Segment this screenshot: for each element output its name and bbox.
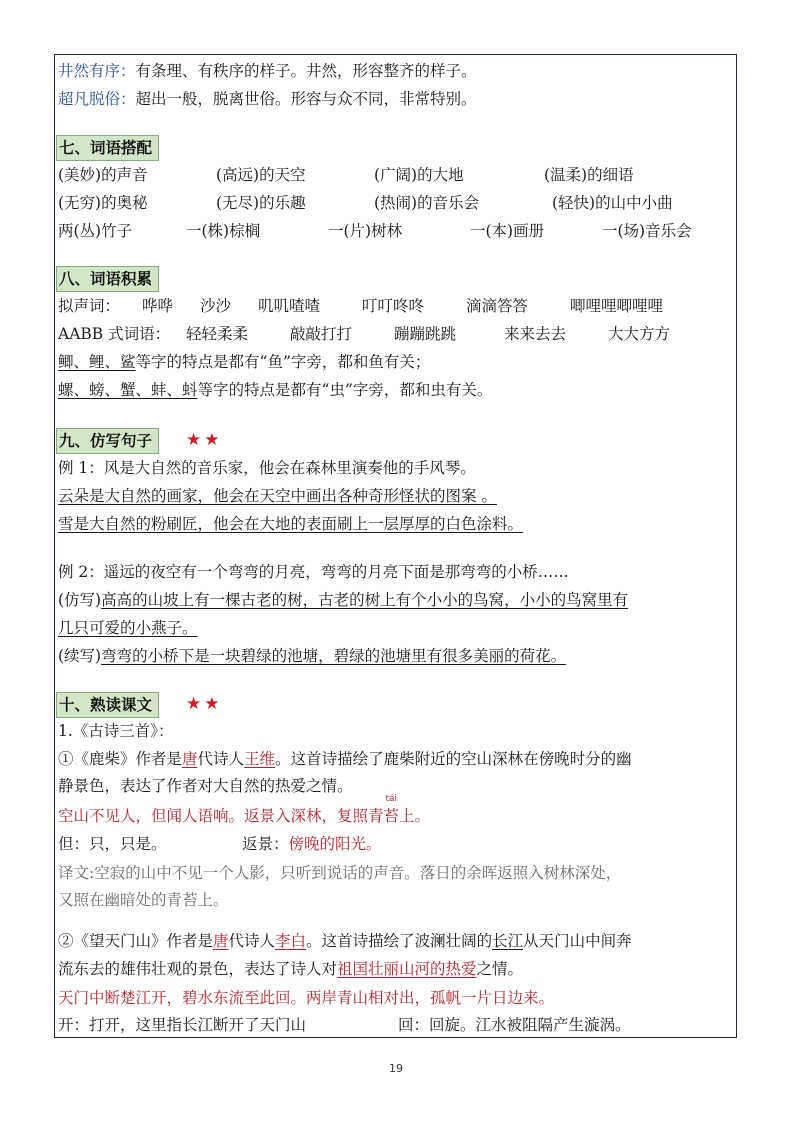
collocation: (美妙)的声音 bbox=[58, 166, 148, 184]
poem-text: 空山不见人，但闻人语响。返景入深林，复照青 bbox=[58, 807, 384, 825]
continuation-label: (续写) bbox=[58, 647, 102, 665]
word: 哗哗 bbox=[142, 297, 174, 315]
collocation-row-1 bbox=[58, 164, 634, 186]
imitation-label: (仿写) bbox=[58, 591, 102, 609]
note-label: 返景： bbox=[242, 835, 289, 853]
text: ①《鹿柴》作者是 bbox=[58, 750, 183, 768]
difficulty-stars: ★★ bbox=[186, 694, 223, 714]
word: 大大方方 bbox=[608, 325, 671, 343]
aabb-row bbox=[58, 323, 670, 345]
note-text: 傍晚的阳光。 bbox=[288, 835, 382, 853]
example-1: 例 1：风是大自然的音乐家，他会在森林里演奏他的手风琴。 bbox=[58, 459, 476, 477]
imitation-2a-line-2: 几只可爱的小燕子。 bbox=[58, 619, 198, 637]
word: 叽叽喳喳 bbox=[258, 297, 321, 315]
poems-subheading: 1.《古诗三首》： bbox=[58, 722, 174, 740]
onomatopoeia-row bbox=[58, 295, 663, 317]
idiom-definition: 超出一般，脱离世俗。形容与众不同，非常特别。 bbox=[135, 90, 477, 108]
section-7-heading: 七、词语搭配 bbox=[56, 135, 159, 161]
poem-1-intro-line-1 bbox=[58, 748, 632, 770]
pinyin: tái bbox=[385, 794, 398, 804]
section-8-heading: 八、词语积累 bbox=[56, 266, 159, 292]
bug-radical-line bbox=[58, 379, 492, 401]
imitation-2a-line-1 bbox=[58, 589, 628, 611]
idiom-term: 超凡脱俗： bbox=[58, 90, 136, 108]
example-2: 例 2：遥远的夜空有一个弯弯的月亮，弯弯的月亮下面是那弯弯的小桥…… bbox=[58, 563, 569, 581]
note-1 bbox=[58, 1014, 398, 1036]
poem-text: 上。 bbox=[399, 807, 431, 825]
text: 。这首诗描绘了波澜壮阔的 bbox=[306, 932, 493, 950]
text: 之情。 bbox=[476, 960, 524, 978]
idiom-term: 井然有序： bbox=[58, 62, 136, 80]
note-1 bbox=[58, 833, 242, 855]
poet-name: 王维 bbox=[244, 750, 276, 768]
fish-radical-line bbox=[58, 351, 430, 373]
collocation: 一(本)画册 bbox=[470, 222, 545, 240]
bug-explanation: 等字的特点是都有“虫”字旁，都和虫有关。 bbox=[197, 381, 493, 399]
fish-characters: 鲫、鲤、鲨 bbox=[58, 353, 136, 371]
collocation: (温柔)的细语 bbox=[544, 166, 634, 184]
idiom-line-2 bbox=[58, 88, 477, 110]
collocation: 一(片)树林 bbox=[328, 222, 403, 240]
section-9-heading: 九、仿写句子 bbox=[56, 428, 159, 454]
text: 。这首诗描绘了鹿柴附近的空山深林在傍晚时分的幽 bbox=[275, 750, 632, 768]
text: 代诗人 bbox=[197, 750, 245, 768]
imitation-1b: 雪是大自然的粉刷匠，他会在大地的表面刷上一层厚厚的白色涂料。 bbox=[58, 515, 524, 533]
collocation: 两(丛)竹子 bbox=[58, 222, 133, 240]
note-text: 回：回旋。江水被阻隔产生漩涡。 bbox=[398, 1016, 631, 1034]
word: 敲敲打打 bbox=[290, 325, 353, 343]
continuation-line bbox=[58, 645, 566, 667]
row-label: 拟声词： bbox=[58, 297, 121, 315]
river-name: 长江 bbox=[492, 932, 524, 950]
translation-line-1: 译文:空寂的山中不见一个人影，只听到说话的声音。落日的余晖返照入树林深处， bbox=[58, 864, 622, 882]
poem-1-intro-line-2: 静景色，表达了作者对大自然的热爱之情。 bbox=[58, 777, 353, 795]
word: 叮叮咚咚 bbox=[362, 297, 425, 315]
character: 苔 bbox=[383, 807, 400, 825]
word: 蹦蹦跳跳 bbox=[394, 325, 457, 343]
text: 从天门山中间奔 bbox=[523, 932, 632, 950]
collocation: (热闹)的音乐会 bbox=[374, 194, 480, 212]
idiom-line-1 bbox=[58, 60, 477, 82]
word: 轻轻柔柔 bbox=[186, 325, 249, 343]
imitation-text: 高高的山坡上有一棵古老的树，古老的树上有个小小的鸟窝，小小的鸟窝里有 bbox=[101, 591, 629, 609]
poet-name: 李白 bbox=[275, 932, 307, 950]
dynasty: 唐 bbox=[182, 750, 198, 768]
poem-1-text bbox=[58, 794, 431, 827]
section-10-heading: 十、熟读课文 bbox=[56, 692, 159, 718]
annotated-character bbox=[383, 794, 400, 827]
dynasty: 唐 bbox=[213, 932, 229, 950]
continuation-text: 弯弯的小桥下是一块碧绿的池塘，碧绿的池塘里有很多美丽的荷花。 bbox=[101, 647, 567, 665]
bug-characters: 螺、螃、蟹、蚌、蚪 bbox=[58, 381, 198, 399]
poem-1-notes bbox=[58, 833, 382, 855]
emotion-phrase: 祖国壮丽山河的热爱 bbox=[337, 960, 477, 978]
idiom-definition: 有条理、有秩序的样子。井然，形容整齐的样子。 bbox=[135, 62, 477, 80]
fish-explanation: 等字的特点是都有“鱼”字旁，都和鱼有关； bbox=[135, 353, 431, 371]
collocation: (广阔)的大地 bbox=[374, 166, 464, 184]
collocation-row-2 bbox=[58, 192, 673, 214]
collocation: (无穷)的奥秘 bbox=[58, 194, 148, 212]
note-text: 但：只，只是。 bbox=[58, 835, 167, 853]
collocation-row-3 bbox=[58, 220, 692, 242]
collocation: 一(株)棕榈 bbox=[186, 222, 261, 240]
poem-2-intro-line-1 bbox=[58, 930, 632, 952]
word: 来来去去 bbox=[504, 325, 567, 343]
collocation: (轻快)的山中小曲 bbox=[552, 194, 673, 212]
word: 沙沙 bbox=[200, 297, 232, 315]
collocation: (无尽)的乐趣 bbox=[216, 194, 306, 212]
note-text: 开：打开，这里指长江断开了天门山 bbox=[58, 1016, 307, 1034]
difficulty-stars: ★★ bbox=[186, 430, 223, 450]
word: 唧哩哩唧哩哩 bbox=[570, 297, 664, 315]
poem-2-notes bbox=[58, 1014, 631, 1036]
text: 代诗人 bbox=[228, 932, 276, 950]
collocation: (高远)的天空 bbox=[216, 166, 306, 184]
collocation: 一(场)音乐会 bbox=[602, 222, 692, 240]
page-number: 19 bbox=[389, 1062, 403, 1075]
poem-2-text: 天门中断楚江开，碧水东流至此回。两岸青山相对出，孤帆一片日边来。 bbox=[58, 989, 555, 1007]
word: 滴滴答答 bbox=[466, 297, 529, 315]
imitation-1a: 云朵是大自然的画家，他会在天空中画出各种奇形怪状的图案 。 bbox=[58, 487, 497, 505]
row-label: AABB 式词语： bbox=[58, 325, 171, 343]
text: ②《望天门山》作者是 bbox=[58, 932, 214, 950]
translation-line-2: 又照在幽暗处的青苔上。 bbox=[58, 891, 229, 909]
text: 流东去的雄伟壮观的景色，表达了诗人对 bbox=[58, 960, 338, 978]
poem-2-intro-line-2 bbox=[58, 958, 523, 980]
